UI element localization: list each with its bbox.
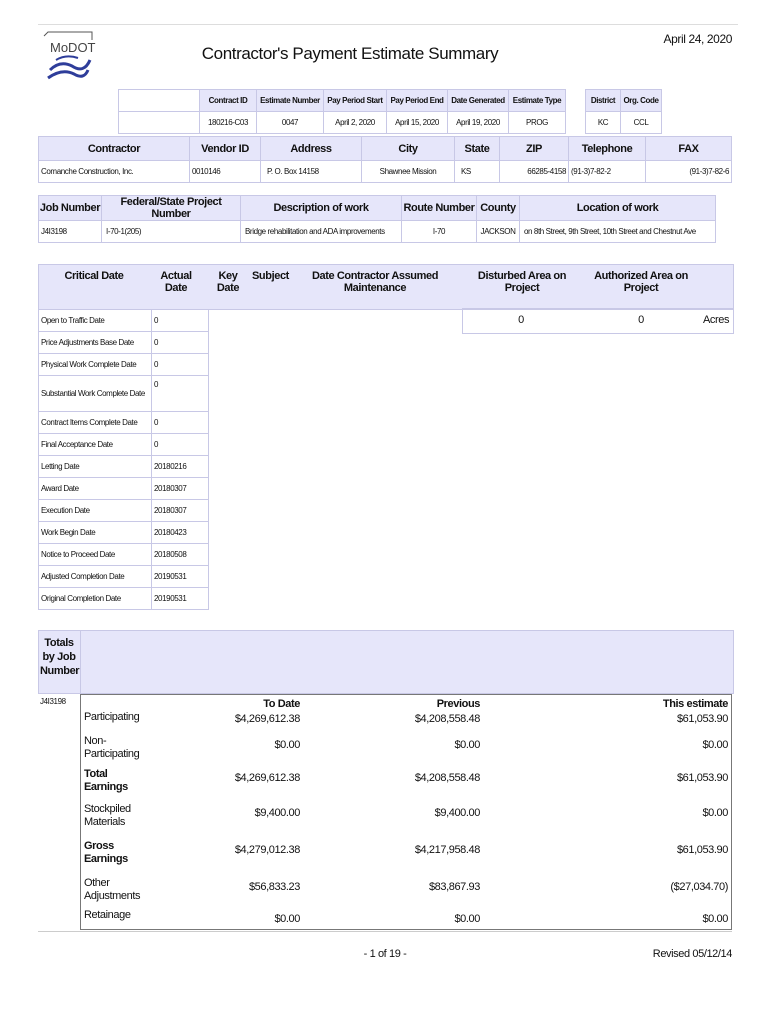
contractor-value: Comanche Construction, Inc. <box>39 161 190 183</box>
this-estimate-header: This estimate <box>662 698 728 710</box>
disturbed-area-header: Disturbed Area on Project <box>477 270 567 294</box>
totals-this-value: ($27,034.70) <box>670 881 728 893</box>
critical-date-value: 20180423 <box>152 522 209 544</box>
totals-header: Totals by Job Number <box>40 637 80 677</box>
totals-to-date-value: $4,279,012.38 <box>234 844 300 856</box>
previous-header: Previous <box>436 698 480 710</box>
critical-date-label: Notice to Proceed Date <box>39 544 152 566</box>
bottom-rule <box>38 931 732 932</box>
pay-period-end-value: April 15, 2020 <box>387 112 448 134</box>
job-table <box>38 195 716 243</box>
job-number-value: J4I3198 <box>39 221 102 243</box>
to-date-header: To Date <box>263 698 300 710</box>
fax-value: (91-3)7-82-6 <box>646 161 732 183</box>
critical-date-value: 0 <box>152 376 209 412</box>
totals-to-date-value: $4,269,612.38 <box>234 713 300 725</box>
totals-header-bar <box>38 630 734 694</box>
critical-date-label: Price Adjustments Base Date <box>39 332 152 354</box>
description-value: Bridge rehabilitation and ADA improvements <box>241 221 402 243</box>
critical-date-row <box>39 376 209 412</box>
critical-date-value: 20180307 <box>152 478 209 500</box>
modot-logo <box>38 30 98 90</box>
location-header: Location of work <box>520 196 716 221</box>
county-header: County <box>477 196 520 221</box>
report-date: April 24, 2020 <box>663 32 732 46</box>
pay-period-start-header: Pay Period Start <box>324 90 387 112</box>
critical-date-value: 0 <box>152 412 209 434</box>
key-date-header: Key Date <box>216 270 240 294</box>
totals-this-value: $0.00 <box>702 739 728 751</box>
totals-row-label: Non-Participating <box>84 735 140 760</box>
totals-divider <box>80 631 81 693</box>
critical-date-row <box>39 332 209 354</box>
org-code-value: CCL <box>621 112 662 134</box>
totals-this-value: $0.00 <box>702 913 728 925</box>
totals-to-date-value: $0.00 <box>274 739 300 751</box>
totals-previous-value: $4,217,958.48 <box>414 844 480 856</box>
critical-date-label: Contract Items Complete Date <box>39 412 152 434</box>
critical-date-row <box>39 354 209 376</box>
revised-date: Revised 05/12/14 <box>652 948 732 960</box>
critical-date-row <box>39 566 209 588</box>
totals-previous-value: $4,208,558.48 <box>414 713 480 725</box>
totals-row-label: Stockpiled Materials <box>84 803 131 828</box>
contract-id-value: 180216-C03 <box>200 112 257 134</box>
critical-date-value: 0 <box>152 434 209 456</box>
totals-to-date-value: $4,269,612.38 <box>234 772 300 784</box>
critical-date-label: Work Begin Date <box>39 522 152 544</box>
area-unit: Acres <box>703 314 730 326</box>
pay-period-end-header: Pay Period End <box>387 90 448 112</box>
totals-row-label: Gross Earnings <box>84 840 128 865</box>
totals-previous-value: $83,867.93 <box>428 881 480 893</box>
totals-this-value: $61,053.90 <box>676 713 728 725</box>
totals-row-label: Participating <box>84 711 140 723</box>
totals-this-value: $61,053.90 <box>676 772 728 784</box>
district-value: KC <box>586 112 621 134</box>
critical-date-value: 0 <box>152 354 209 376</box>
authorized-area-value: 0 <box>638 314 644 326</box>
critical-date-label: Letting Date <box>39 456 152 478</box>
critical-date-row <box>39 412 209 434</box>
critical-date-label: Physical Work Complete Date <box>39 354 152 376</box>
totals-previous-value: $0.00 <box>454 739 480 751</box>
zip-value: 66285-4158 <box>500 161 569 183</box>
critical-date-label: Award Date <box>39 478 152 500</box>
address-value: P. O. Box 14158 <box>261 161 362 183</box>
actual-date-header: Actual Date <box>160 270 192 294</box>
zip-header: ZIP <box>500 137 569 161</box>
vendor-id-header: Vendor ID <box>190 137 261 161</box>
critical-date-label: Open to Traffic Date <box>39 310 152 332</box>
critical-date-row <box>39 478 209 500</box>
org-code-header: Org. Code <box>621 90 662 112</box>
totals-to-date-value: $0.00 <box>274 913 300 925</box>
totals-this-value: $61,053.90 <box>676 844 728 856</box>
critical-date-value: 20180508 <box>152 544 209 566</box>
critical-date-value: 20190531 <box>152 588 209 610</box>
page-title: Contractor's Payment Estimate Summary <box>201 44 499 63</box>
route-number-value: I-70 <box>402 221 477 243</box>
contract-info-table <box>118 89 566 134</box>
critical-date-value: 0 <box>152 310 209 332</box>
estimate-number-header: Estimate Number <box>257 90 324 112</box>
totals-row-label: Total Earnings <box>84 768 128 793</box>
svg-text:MoDOT: MoDOT <box>50 40 96 55</box>
job-number-header: Job Number <box>39 196 102 221</box>
county-value: JACKSON <box>477 221 520 243</box>
fax-header: FAX <box>646 137 732 161</box>
district-header: District <box>586 90 621 112</box>
page-number: - 1 of 19 - <box>363 948 407 960</box>
subject-header: Subject <box>252 270 289 282</box>
critical-date-value: 20180307 <box>152 500 209 522</box>
totals-this-value: $0.00 <box>702 807 728 819</box>
description-header: Description of work <box>241 196 402 221</box>
estimate-type-header: Estimate Type <box>509 90 566 112</box>
contract-spacer <box>119 90 200 112</box>
contract-id-header: Contract ID <box>200 90 257 112</box>
project-number-value: I-70-1(205) <box>102 221 241 243</box>
address-header: Address <box>261 137 362 161</box>
totals-row-label: Retainage <box>84 909 131 921</box>
contractor-header: Contractor <box>39 137 190 161</box>
critical-date-row <box>39 544 209 566</box>
totals-row-label: Other Adjustments <box>84 877 141 902</box>
critical-date-row <box>39 522 209 544</box>
critical-date-row <box>39 500 209 522</box>
telephone-value: (91-3)7-82-2 <box>569 161 646 183</box>
totals-previous-value: $4,208,558.48 <box>414 772 480 784</box>
vendor-id-value: 0010146 <box>190 161 261 183</box>
critical-date-header: Critical Date <box>64 270 124 282</box>
critical-date-value: 0 <box>152 332 209 354</box>
totals-to-date-value: $56,833.23 <box>248 881 300 893</box>
disturbed-area-value: 0 <box>518 314 524 326</box>
critical-date-row <box>39 456 209 478</box>
contractor-table <box>38 136 732 183</box>
critical-date-value: 20180216 <box>152 456 209 478</box>
estimate-number-value: 0047 <box>257 112 324 134</box>
telephone-header: Telephone <box>569 137 646 161</box>
project-number-header: Federal/State Project Number <box>102 196 241 221</box>
critical-date-row <box>39 588 209 610</box>
totals-previous-value: $0.00 <box>454 913 480 925</box>
location-value: on 8th Street, 9th Street, 10th Street and Chestnut Ave <box>520 221 716 243</box>
state-header: State <box>455 137 500 161</box>
critical-date-row <box>39 434 209 456</box>
critical-date-value: 20190531 <box>152 566 209 588</box>
critical-date-label: Adjusted Completion Date <box>39 566 152 588</box>
critical-date-label: Original Completion Date <box>39 588 152 610</box>
totals-previous-value: $9,400.00 <box>434 807 480 819</box>
totals-job-number: J4I3198 <box>40 697 66 706</box>
date-generated-header: Date Generated <box>448 90 509 112</box>
critical-date-label: Execution Date <box>39 500 152 522</box>
contract-spacer-2 <box>119 112 200 134</box>
totals-to-date-value: $9,400.00 <box>254 807 300 819</box>
critical-date-label: Final Acceptance Date <box>39 434 152 456</box>
critical-date-row <box>39 310 209 332</box>
top-rule <box>38 24 738 25</box>
authorized-area-header: Authorized Area on Project <box>594 270 688 294</box>
estimate-type-value: PROG <box>509 112 566 134</box>
pay-period-start-value: April 2, 2020 <box>324 112 387 134</box>
city-header: City <box>362 137 455 161</box>
critical-date-label: Substantial Work Complete Date <box>39 376 152 412</box>
district-table <box>585 89 662 134</box>
route-number-header: Route Number <box>402 196 477 221</box>
maintenance-header: Date Contractor Assumed Maintenance <box>311 270 439 294</box>
critical-dates-table <box>38 309 209 610</box>
date-generated-value: April 19, 2020 <box>448 112 509 134</box>
state-value: KS <box>455 161 500 183</box>
city-value: Shawnee Mission <box>362 161 455 183</box>
